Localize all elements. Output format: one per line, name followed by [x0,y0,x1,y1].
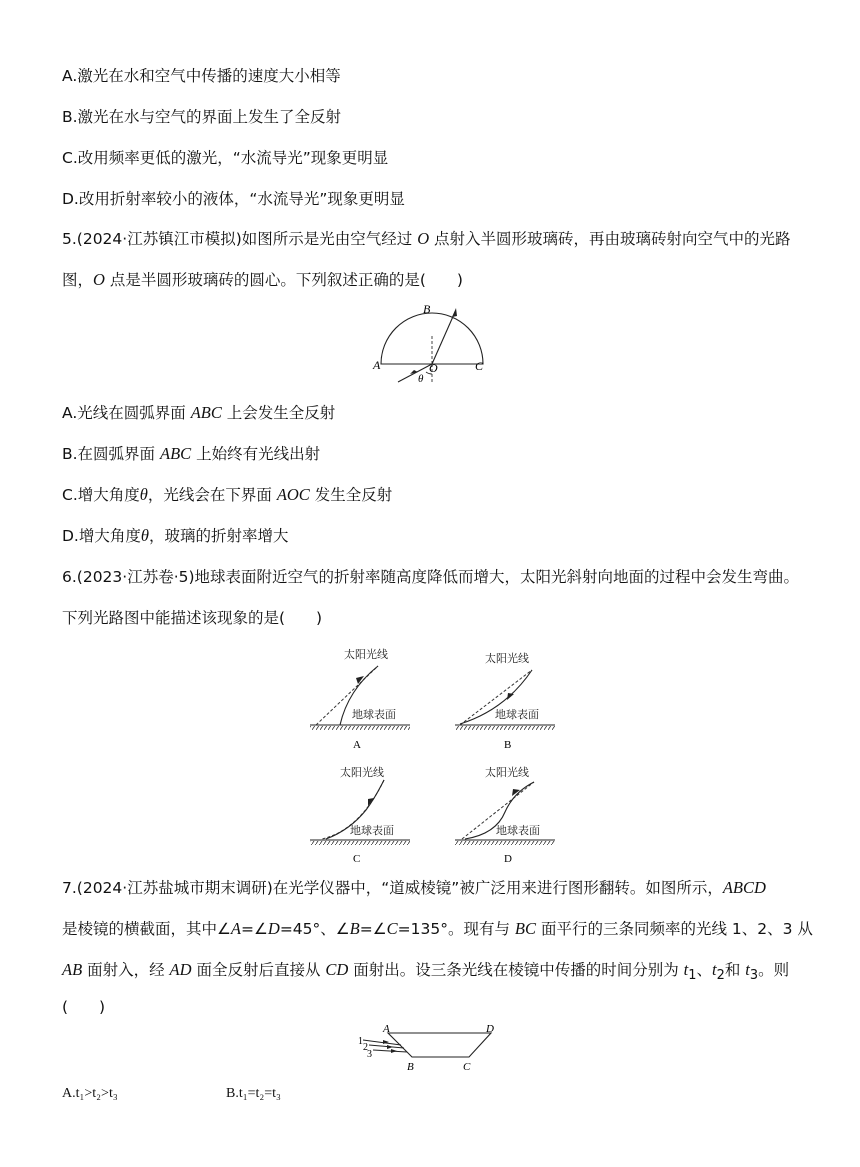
ray-arrow [507,693,514,700]
q5-stem-line-1: 5.(2024·江苏镇江市模拟)如图所示是光由空气经过 O 点射入半圆形玻璃砖，再由玻璃砖射向空气中的光路 [62,229,791,248]
q4-option-b: B.激光在水与空气的界面上发生了全反射 [62,108,342,126]
sun-label: 太阳光线 [340,766,384,779]
ground-label: 地球表面 [350,824,394,837]
ray-2-arrow [387,1045,393,1049]
q6-panel-b [455,651,555,751]
label-b: B [423,302,431,316]
label-a: A [373,358,381,372]
q7-option-a: A.t₁>t₂>t₃ [62,1086,118,1101]
refracted-ray-arrow [452,308,457,317]
ground-label: 地球表面 [496,824,540,837]
q5-option-c: C.增大角度θ，光线会在下界面 AOC 发生全反射 [62,485,393,504]
q5-option-a: A.光线在圆弧界面 ABC 上会发生全反射 [62,403,336,422]
panel-label: D [504,853,512,865]
q7-stem-line-3: AB 面射入，经 AD 面全反射后直接从 CD 面射出。设三条光线在棱镜中传播的时间分别为 $t_1$、$t_2$和 $t_3$。则 [62,960,790,984]
q5-option-d: D.增大角度θ，玻璃的折射率增大 [62,526,289,545]
label-d: D [486,1023,494,1035]
sun-label: 太阳光线 [485,652,529,665]
ground-hatch [455,726,555,730]
label-b: B [407,1061,414,1073]
q7-stem-line-2: 是棱镜的横截面，其中∠A=∠D=45°、∠B=∠C=135°。现有与 BC 面平行的三条同频率的光线 1、2、3 从 [62,919,813,938]
panel-label: C [353,853,361,865]
label-c: C [475,359,484,373]
q4-option-c: C.改用频率更低的激光，“水流导光”现象更明显 [62,149,389,167]
refracted-ray [432,312,455,364]
label-ray-3: 3 [367,1049,372,1060]
q6-panel-c [310,765,410,865]
q5-semicircle-figure [368,300,493,384]
ray-3-arrow [391,1049,397,1053]
q6-stem-line-1: 6.(2023·江苏卷·5)地球表面附近空气的折射率随高度降低而增大，太阳光斜射向地面的过程中会发生弯曲。 [62,568,800,586]
ground-label: 地球表面 [495,708,539,721]
sun-label: 太阳光线 [485,766,529,779]
panel-label: A [353,739,361,751]
panel-label: B [504,739,512,751]
q6-panel-d [455,765,555,865]
q7-dove-prism-figure [355,1020,505,1076]
q7-stem-line-4: ( ) [62,998,106,1016]
label-ray-1: 1 [358,1036,363,1047]
q4-option-a: A.激光在水和空气中传播的速度大小相等 [62,67,341,85]
q5-option-b: B.在圆弧界面 ABC 上始终有光线出射 [62,444,321,463]
ray-3 [373,1050,407,1052]
prism-outline [388,1033,491,1057]
label-theta: θ [418,373,424,384]
label-ray-2: 2 [363,1042,368,1053]
q6-panel-a [310,647,410,751]
label-c: C [463,1061,471,1073]
q7-stem-line-1: 7.(2024·江苏盐城市期末调研)在光学仪器中，“道威棱镜”被广泛用来进行图形翻转。如图所示，ABCD [62,878,766,897]
q4-option-d: D.改用折射率较小的液体，“水流导光”现象更明显 [62,190,405,208]
q6-stem-line-2: 下列光路图中能描述该现象的是( ) [62,609,323,627]
q7-option-b: B.t₁=t₂=t₃ [226,1086,281,1101]
label-o: O [429,361,438,375]
ground-hatch [310,841,410,845]
label-a: A [383,1023,390,1035]
ray-2 [369,1045,404,1048]
ground-label: 地球表面 [352,708,396,721]
ground-hatch [310,726,410,730]
q5-stem-line-2: 图，O 点是半圆形玻璃砖的圆心。下列叙述正确的是( ) [62,270,463,289]
sun-label: 太阳光线 [344,648,388,661]
q6-light-path-figure [300,640,560,868]
ground-hatch [455,841,555,845]
